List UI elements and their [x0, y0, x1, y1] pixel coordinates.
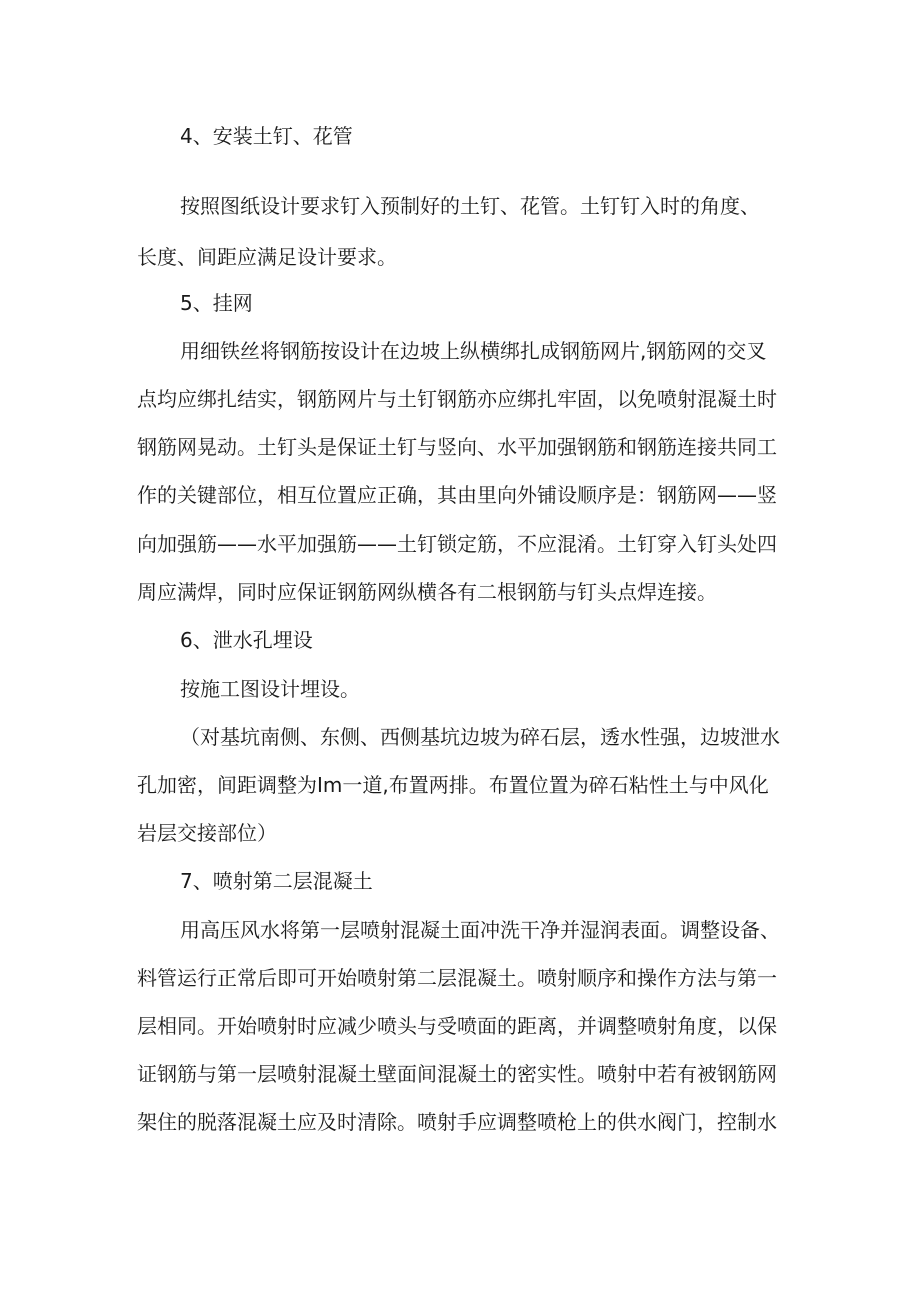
section-4-heading: 4、安装土钉、花管 — [180, 124, 353, 148]
body-line: （对基坑南侧、东侧、西侧基坑边坡为碎石层，透水性强，边坡泄水 — [180, 725, 780, 749]
body-line: 点均应绑扎结实，钢筋网片与土钉钢筋亦应绑扎牢固，以免喷射混凝土时 — [137, 387, 777, 411]
body-line: 按施工图设计埋设。 — [180, 677, 360, 701]
body-line: 架住的脱落混凝土应及时清除。喷射手应调整喷枪上的供水阀门，控制水 — [137, 1110, 777, 1134]
body-line: 岩层交接部位） — [137, 821, 277, 845]
body-line: 长度、间距应满足设计要求。 — [137, 245, 397, 269]
body-line: 周应满焊，同时应保证钢筋网纵横各有二根钢筋与钉头点焊连接。 — [137, 580, 717, 604]
body-line: 按照图纸设计要求钉入预制好的土钉、花管。土钉钉入时的角度、 — [180, 194, 760, 218]
section-6-heading: 6、泄水孔埋设 — [180, 628, 313, 652]
body-line: 孔加密，间距调整为Im一道,布置两排。布置位置为碎石粘性土与中风化 — [137, 773, 769, 797]
section-5-heading: 5、挂网 — [180, 291, 253, 315]
body-line: 钢筋网晃动。土钉头是保证土钉与竖向、水平加强钢筋和钢筋连接共同工 — [137, 435, 777, 459]
body-line: 用高压风水将第一层喷射混凝土面冲洗干净并湿润表面。调整设备、 — [180, 918, 780, 942]
body-line: 向加强筋——水平加强筋——土钉锁定筋，不应混淆。土钉穿入钉头处四 — [137, 532, 777, 556]
body-line: 用细铁丝将钢筋按设计在边坡上纵横绑扎成钢筋网片,钢筋网的交叉 — [180, 339, 767, 363]
body-line: 作的关键部位，相互位置应正确，其由里向外铺设顺序是：钢筋网——竖 — [137, 483, 777, 507]
body-line: 证钢筋与第一层喷射混凝土壁面间混凝土的密实性。喷射中若有被钢筋网 — [137, 1062, 777, 1086]
section-7-heading: 7、喷射第二层混凝土 — [180, 869, 373, 893]
body-line: 料管运行正常后即可开始喷射第二层混凝土。喷射顺序和操作方法与第一 — [137, 966, 777, 990]
body-line: 层相同。开始喷射时应减少喷头与受喷面的距离，并调整喷射角度，以保 — [137, 1014, 777, 1038]
